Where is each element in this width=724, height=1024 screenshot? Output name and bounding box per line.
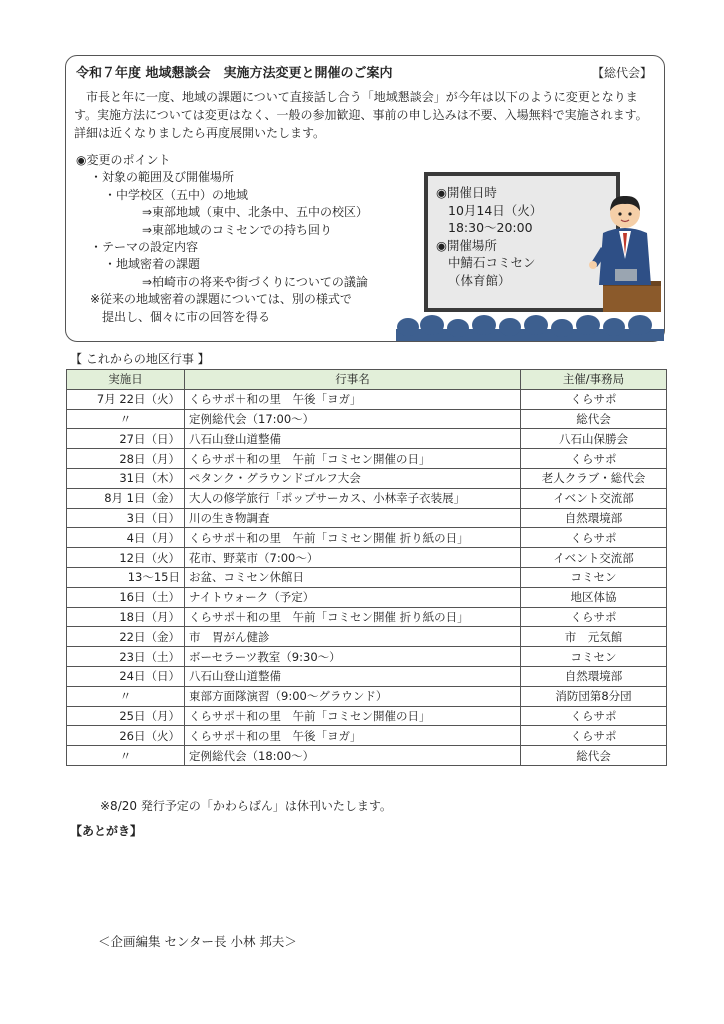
table-row — [67, 726, 667, 746]
row-host: 老人クラブ・総代会 — [521, 468, 667, 488]
row-date: 8月 1日（金） — [67, 488, 185, 508]
table-row — [67, 686, 667, 706]
table-row — [67, 548, 667, 568]
table-row — [67, 567, 667, 587]
row-date: 26日（火） — [67, 726, 185, 746]
row-date: 〃 — [67, 746, 185, 766]
date-heading: ◉開催日時 — [436, 185, 497, 200]
table-row — [67, 627, 667, 647]
meeting-notice-box — [65, 55, 665, 342]
row-host: くらサポ — [521, 449, 667, 469]
col-header-date: 実施日 — [67, 370, 185, 390]
table-row — [67, 389, 667, 409]
row-event: くらサポ＋和の里 午前「コミセン開催 折り紙の日」 — [185, 607, 521, 627]
row-date: 25日（月） — [67, 706, 185, 726]
row-date: 〃 — [67, 409, 185, 429]
row-host: くらサポ — [521, 389, 667, 409]
table-row — [67, 587, 667, 607]
presenter-illustration — [589, 189, 661, 312]
table-row — [67, 409, 667, 429]
row-event: くらサポ＋和の里 午後「ヨガ」 — [185, 389, 521, 409]
row-host: くらサポ — [521, 607, 667, 627]
row-event: くらサポ＋和の里 午後「ヨガ」 — [185, 726, 521, 746]
table-row — [67, 449, 667, 469]
row-date: 27日（日） — [67, 429, 185, 449]
change-point-item: ※従来の地域密着の課題については、別の様式で — [90, 292, 352, 307]
afterword-heading: 【あとがき】 — [70, 824, 143, 838]
row-event: くらサポ＋和の里 午前「コミセン開催の日」 — [185, 706, 521, 726]
notice-tag: 【総代会】 — [591, 66, 652, 80]
row-event: 八石山登山道整備 — [185, 666, 521, 686]
row-host: 八石山保勝会 — [521, 429, 667, 449]
table-row — [67, 429, 667, 449]
row-event: 花市、野菜市（7:00〜） — [185, 548, 521, 568]
schedule-heading: 【 これからの地区行事 】 — [70, 352, 210, 366]
row-date: 31日（木） — [67, 468, 185, 488]
row-date: 12日（火） — [67, 548, 185, 568]
row-event: ペタンク・グラウンドゴルフ大会 — [185, 468, 521, 488]
row-event: お盆、コミセン休館日 — [185, 567, 521, 587]
row-date: 28日（月） — [67, 449, 185, 469]
audience-illustration — [396, 311, 664, 341]
row-date: 〃 — [67, 686, 185, 706]
schedule-table — [66, 369, 667, 766]
row-date: 18日（月） — [67, 607, 185, 627]
table-row — [67, 746, 667, 766]
event-date: 10月14日（火） — [448, 202, 543, 218]
change-point-item: ⇒東部地域のコミセンでの持ち回り — [142, 222, 333, 237]
change-point-item: ・中学校区（五中）の地域 — [104, 187, 249, 202]
change-point-item: ⇒東部地域（東中、北条中、五中の校区） — [142, 205, 369, 220]
schedule-header-row — [67, 370, 667, 390]
row-host: くらサポ — [521, 528, 667, 548]
table-row — [67, 508, 667, 528]
row-event: 川の生き物調査 — [185, 508, 521, 528]
change-point-item: ・地域密着の課題 — [104, 257, 201, 272]
table-row — [67, 528, 667, 548]
place-heading: ◉開催場所 — [436, 237, 497, 253]
row-date: 16日（土） — [67, 587, 185, 607]
table-row — [67, 607, 667, 627]
row-event: 定例総代会（18:00〜） — [185, 746, 521, 766]
row-event: ナイトウォーク（予定） — [185, 587, 521, 607]
row-event: 定例総代会（17:00〜） — [185, 409, 521, 429]
event-time: 18:30〜20:00 — [448, 220, 533, 235]
table-row — [67, 706, 667, 726]
schedule-footnote: ※8/20 発行予定の「かわらばん」は休刊いたします。 — [100, 799, 392, 813]
row-host: 消防団第8分団 — [521, 686, 667, 706]
row-date: 22日（金） — [67, 627, 185, 647]
row-host: 市 元気館 — [521, 627, 667, 647]
row-event: くらサポ＋和の里 午前「コミセン開催の日」 — [185, 449, 521, 469]
row-event: 大人の修学旅行「ポップサーカス、小林幸子衣装展」 — [185, 488, 521, 508]
table-row — [67, 468, 667, 488]
change-point-item: ・テーマの設定内容 — [90, 240, 199, 255]
notice-title: 令和７年度 地域懇談会 実施方法変更と開催のご案内 — [76, 66, 393, 81]
row-event: 東部方面隊演習（9:00〜グラウンド） — [185, 686, 521, 706]
event-place: 中鯖石コミセン — [448, 255, 536, 270]
change-point-item: 提出し、個々に市の回答を得る — [102, 309, 271, 324]
row-host: 自然環境部 — [521, 508, 667, 528]
row-host: コミセン — [521, 567, 667, 587]
row-host: イベント交流部 — [521, 548, 667, 568]
notice-intro: 市長と年に一度、地域の課題について直接話し合う「地域懇談会」が今年は以下のように変更となります。実施方法については変更はなく、一般の参加歓迎、事前の申し込みは不要、入場無料で実施されます。詳細は近くなりましたら再度展開いたします。 — [74, 90, 648, 140]
row-host: イベント交流部 — [521, 488, 667, 508]
event-place-detail: （体育館） — [448, 272, 511, 288]
row-host: 地区体協 — [521, 587, 667, 607]
row-host: 総代会 — [521, 746, 667, 766]
col-header-event: 行事名 — [185, 370, 521, 390]
editor-credit: ＜企画編集 センター長 小林 邦夫＞ — [98, 934, 297, 949]
table-row — [67, 666, 667, 686]
row-event: ボーセラーツ教室（9:30〜） — [185, 647, 521, 667]
row-event: くらサポ＋和の里 午前「コミセン開催 折り紙の日」 — [185, 528, 521, 548]
row-date: 13〜15日 — [67, 567, 185, 587]
table-row — [67, 647, 667, 667]
row-host: くらサポ — [521, 726, 667, 746]
change-point-item: ◉変更のポイント — [76, 153, 171, 167]
change-point-item: ⇒柏崎市の将来や街づくりについての議論 — [142, 274, 368, 289]
col-header-host: 主催/事務局 — [521, 370, 667, 390]
table-row — [67, 488, 667, 508]
change-point-item: ・対象の範囲及び開催場所 — [90, 170, 235, 185]
podium-shape — [603, 284, 661, 312]
row-date: 7月 22日（火） — [67, 389, 185, 409]
change-points-list — [76, 152, 368, 326]
row-host: 自然環境部 — [521, 666, 667, 686]
row-date: 24日（日） — [67, 666, 185, 686]
row-date: 4日（月） — [67, 528, 185, 548]
row-host: 総代会 — [521, 409, 667, 429]
row-date: 3日（日） — [67, 508, 185, 528]
row-host: くらサポ — [521, 706, 667, 726]
row-event: 市 胃がん健診 — [185, 627, 521, 647]
row-date: 23日（土） — [67, 647, 185, 667]
row-event: 八石山登山道整備 — [185, 429, 521, 449]
row-host: コミセン — [521, 647, 667, 667]
